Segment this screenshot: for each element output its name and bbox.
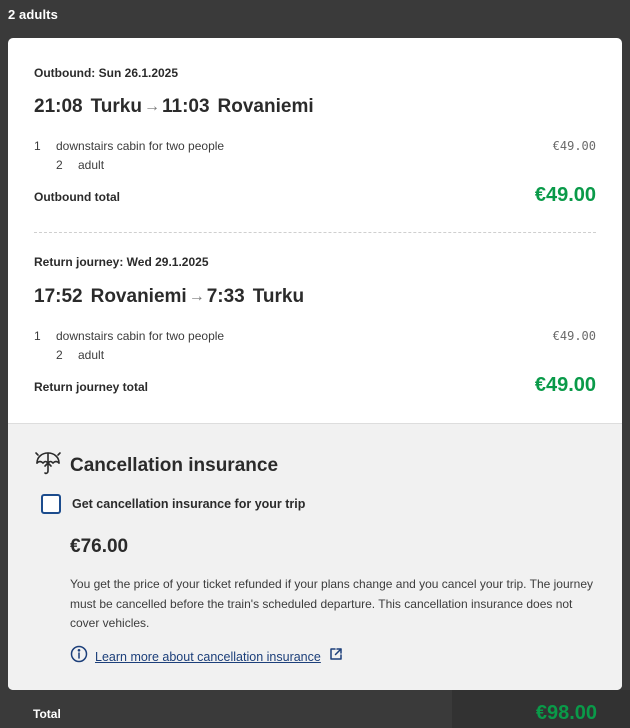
learn-more-link[interactable]: Learn more about cancellation insurance xyxy=(95,649,321,664)
grand-total-label: Total xyxy=(33,707,61,721)
outbound-section xyxy=(34,66,596,80)
insurance-checkbox-row[interactable] xyxy=(41,494,305,514)
insurance-description: You get the price of your ticket refunded if your plans change and you cancel your trip. The journey must be cancelled before the train's scheduled departure. This cancellation insurance does not cover vehicles. xyxy=(70,577,593,630)
outbound-total-label: Outbound total xyxy=(34,190,120,204)
dashed-divider xyxy=(34,232,596,233)
insurance-title: Cancellation insurance xyxy=(70,454,279,476)
insurance-title-row xyxy=(34,450,278,481)
outbound-passenger-qty: 2 xyxy=(56,158,63,172)
outbound-passenger-type: adult xyxy=(78,158,105,172)
outbound-arrival-station: Rovaniemi xyxy=(217,96,314,117)
grand-total-amount: €98.00 xyxy=(535,702,597,724)
return-total-label: Return journey total xyxy=(34,380,149,394)
return-total-amount: €49.00 xyxy=(534,374,596,396)
return-item-desc: downstairs cabin for two people xyxy=(56,329,225,343)
total-bar xyxy=(0,690,630,728)
return-item xyxy=(34,329,596,366)
insurance-checkbox-label[interactable]: Get cancellation insurance for your trip xyxy=(72,497,306,511)
outbound-route xyxy=(34,96,596,118)
return-heading: Return journey: Wed 29.1.2025 xyxy=(34,255,209,269)
return-total-row xyxy=(34,374,596,406)
info-icon xyxy=(70,645,88,668)
return-arrival-station: Turku xyxy=(252,286,305,307)
outbound-arrival-time: 11:03 xyxy=(161,96,210,117)
arrow-right-icon: → xyxy=(188,288,205,305)
return-item-price: €49.00 xyxy=(552,329,596,343)
return-section xyxy=(34,255,596,269)
return-item-qty: 1 xyxy=(34,329,41,343)
insurance-price: €76.00 xyxy=(70,536,129,557)
learn-more-row xyxy=(70,645,343,668)
passengers-label: 2 adults xyxy=(8,7,58,22)
insurance-checkbox[interactable] xyxy=(41,494,61,514)
umbrella-icon xyxy=(34,450,62,481)
outbound-item xyxy=(34,139,596,176)
cancellation-insurance-panel xyxy=(8,423,622,690)
return-route xyxy=(34,286,596,308)
outbound-departure-time: 21:08 xyxy=(34,96,83,117)
return-arrival-time: 7:33 xyxy=(206,286,245,307)
outbound-total-row xyxy=(34,184,596,216)
outbound-total-amount: €49.00 xyxy=(534,184,596,206)
booking-summary-card xyxy=(8,38,622,690)
external-link-icon[interactable] xyxy=(329,647,343,666)
return-passenger-type: adult xyxy=(78,348,105,362)
return-departure-station: Rovaniemi xyxy=(90,286,187,307)
outbound-item-desc: downstairs cabin for two people xyxy=(56,139,225,153)
outbound-heading: Outbound: Sun 26.1.2025 xyxy=(34,66,179,80)
outbound-item-price: €49.00 xyxy=(552,139,596,153)
outbound-item-qty: 1 xyxy=(34,139,41,153)
outbound-departure-station: Turku xyxy=(90,96,142,117)
return-departure-time: 17:52 xyxy=(34,286,83,307)
return-passenger-qty: 2 xyxy=(56,348,63,362)
arrow-right-icon: → xyxy=(143,98,160,115)
